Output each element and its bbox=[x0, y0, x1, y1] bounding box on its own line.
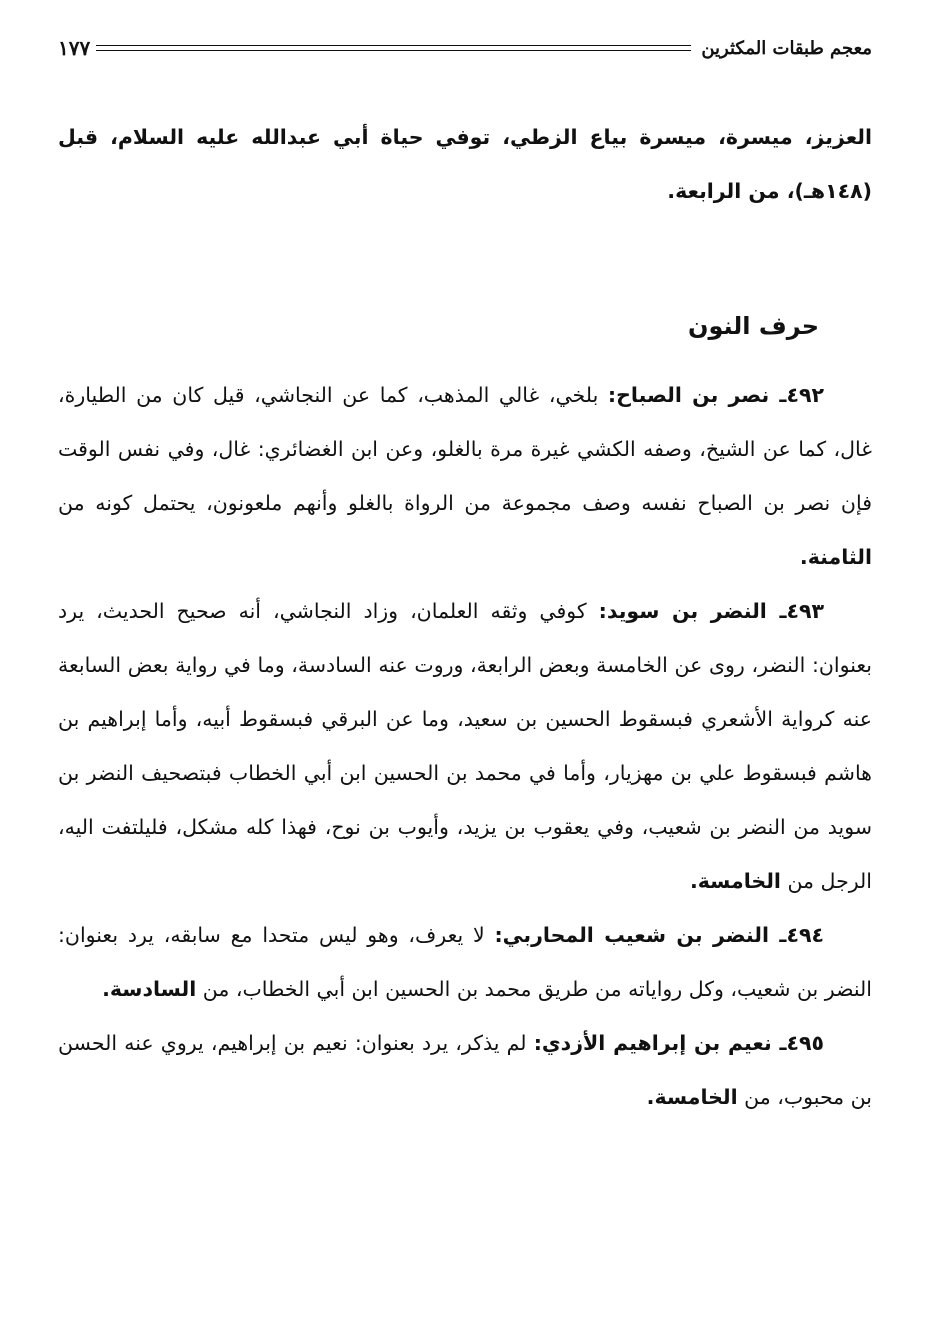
entry-tail: الثامنة. bbox=[799, 545, 872, 569]
entry-493 bbox=[58, 584, 872, 908]
running-header bbox=[58, 30, 872, 66]
entry-head: ٤٩٤ـ النضر بن شعيب المحاربي: bbox=[494, 923, 824, 947]
entry-494 bbox=[58, 908, 872, 1016]
entry-492 bbox=[58, 368, 872, 584]
entry-tail: الخامسة. bbox=[689, 869, 781, 893]
entry-body: لم يذكر، يرد بعنوان: نعيم بن إبراهيم، يروي عنه الحسن بن محبوب، من bbox=[58, 1031, 872, 1109]
page-number: ١٧٧ bbox=[58, 36, 91, 60]
entry-head: ٤٩٣ـ النضر بن سويد: bbox=[598, 599, 824, 623]
entry-head: ٤٩٥ـ نعيم بن إبراهيم الأزدي: bbox=[533, 1031, 824, 1055]
entry-head: ٤٩٢ـ نصر بن الصباح: bbox=[607, 383, 824, 407]
entry-body: كوفي وثقه العلمان، وزاد النجاشي، أنه صحيح الحديث، يرد بعنوان: النضر، روى عن الخامسة وبعض الرابعة، وروت عنه السادسة، وما في رواية بعض السابعة عنه كرواية الأشعري فبسقوط الحسين بن سعيد، وما عن البرقي فبسقوط أبيه، وأما إبراهيم بن هاشم فبسقوط علي بن مهزيار، وأما في محمد بن الحسين ابن أبي الخطاب فبتصحيف النضر بن سويد من النضر بن شعيب، وفي يعقوب بن يزيد، وأيوب بن نوح، فهذا كله مشكل، فليلتفت اليه، الرجل من bbox=[58, 599, 872, 893]
intro-paragraph bbox=[58, 110, 872, 218]
entry-495 bbox=[58, 1016, 872, 1124]
entry-body: لا يعرف، وهو ليس متحدا مع سابقه، يرد بعنوان: النضر بن شعيب، وكل رواياته من طريق محمد بن الحسين ابن أبي الخطاب، من bbox=[58, 923, 872, 1001]
header-rule bbox=[96, 45, 691, 51]
entries-list bbox=[58, 368, 872, 1124]
section-heading: حرف النون bbox=[687, 312, 819, 340]
entry-tail: السادسة. bbox=[102, 977, 197, 1001]
running-title: معجم طبقات المكثرين bbox=[701, 37, 872, 59]
intro-text: العزيز، ميسرة، ميسرة بياع الزطي، توفي حياة أبي عبدالله عليه السلام، قبل (١٤٨هـ)، من الرابعة. bbox=[58, 125, 872, 203]
entry-tail: الخامسة. bbox=[646, 1085, 738, 1109]
entry-body: بلخي، غالي المذهب، كما عن النجاشي، قيل كان من الطيارة، غال، كما عن الشيخ، وصفه الكشي غيرة مرة بالغلو، وعن ابن الغضائري: غال، وفي نفس الوقت فإن نصر بن الصباح نفسه وصف مجموعة من الرواة بالغلو وأنهم ملعونون، يحتمل كونه من bbox=[58, 383, 872, 515]
